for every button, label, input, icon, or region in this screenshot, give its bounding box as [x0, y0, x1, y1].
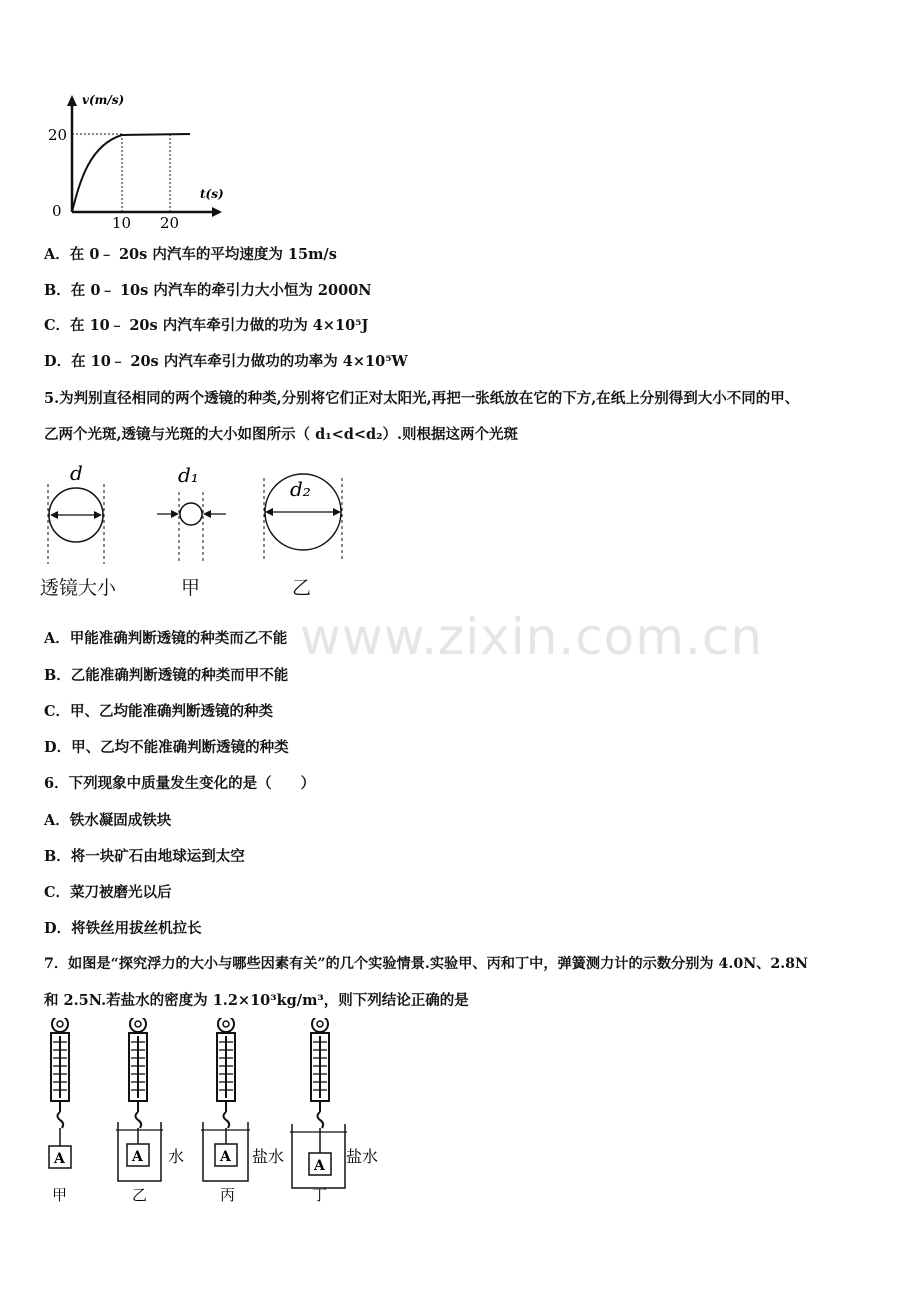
block-a-jia: A: [54, 1151, 65, 1167]
spot-jia-label: 甲: [181, 577, 201, 599]
graph-origin: 0: [52, 202, 62, 220]
q5-stem-line1: 5.为判别直径相同的两个透镜的种类,分别将它们正对太阳光,再把一张纸放在它的下方,在纸上分别得到大小不同的甲、: [44, 390, 800, 407]
q6-option-c: C．菜刀被磨光以后: [44, 884, 172, 901]
caption-ding: 丁: [312, 1186, 328, 1204]
q4-option-b: B．在 0﹣ 10s 内汽车的牵引力大小恒为 2000N: [44, 282, 372, 299]
graph-y-tick: 20: [48, 126, 68, 144]
q5-option-b: B．乙能准确判断透镜的种类而甲不能: [44, 667, 289, 684]
caption-bing: 丙: [220, 1186, 236, 1204]
q4-option-c: C．在 10﹣ 20s 内汽车牵引力做的功为 4×10⁵J: [44, 317, 369, 334]
q5-option-c: C．甲、乙均能准确判断透镜的种类: [44, 703, 274, 720]
watermark: www.zixin.com.cn: [300, 608, 764, 666]
q5-stem-line2: 乙两个光斑,透镜与光斑的大小如图所示（ d₁<d<d₂）.则根据这两个光斑: [44, 426, 519, 443]
spot-yi-label: 乙: [292, 577, 312, 599]
q6-option-a: A．铁水凝固成铁块: [44, 812, 172, 829]
lens-size-label: 透镜大小: [40, 577, 117, 599]
graph-y-label: v(m/s): [82, 93, 125, 107]
graph-x-tick-20: 20: [160, 214, 180, 230]
caption-jia: 甲: [52, 1186, 68, 1204]
water-label: 水: [168, 1147, 185, 1166]
block-a-bing: A: [220, 1149, 231, 1165]
q4-option-d: D．在 10﹣ 20s 内汽车牵引力做功的功率为 4×10⁵W: [44, 353, 408, 370]
block-a-yi: A: [132, 1149, 143, 1165]
q6-stem: 6．下列现象中质量发生变化的是（ ）: [44, 775, 316, 792]
q5-option-d: D．甲、乙均不能准确判断透镜的种类: [44, 739, 289, 756]
spot-d1-label: d₁: [178, 463, 199, 487]
graph-x-tick-10: 10: [112, 214, 132, 230]
buoyancy-experiment-figure: [40, 1018, 390, 1210]
spot-d2-label: d₂: [290, 477, 311, 501]
q4-option-a: A．在 0﹣ 20s 内汽车的平均速度为 15m/s: [44, 246, 337, 263]
velocity-time-graph: [40, 90, 240, 230]
q5-option-a: A．甲能准确判断透镜的种类而乙不能: [44, 630, 288, 647]
caption-yi: 乙: [132, 1186, 148, 1204]
q6-option-d: D．将铁丝用拔丝机拉长: [44, 920, 202, 937]
lens-d-label: d: [70, 462, 83, 485]
salt-water-label-bing: 盐水: [252, 1147, 285, 1166]
q6-option-b: B．将一块矿石由地球运到太空: [44, 848, 245, 865]
salt-water-label-ding: 盐水: [346, 1147, 379, 1166]
graph-x-label: t(s): [200, 187, 224, 201]
q7-stem-line2: 和 2.5N.若盐水的密度为 1.2×10³kg/m³，则下列结论正确的是: [44, 992, 469, 1009]
q7-stem-line1: 7．如图是“探究浮力的大小与哪些因素有关”的几个实验情景.实验甲、丙和丁中，弹簧测力计的示数分别为 4.0N、2.8N: [44, 956, 809, 972]
block-a-ding: A: [314, 1158, 325, 1174]
